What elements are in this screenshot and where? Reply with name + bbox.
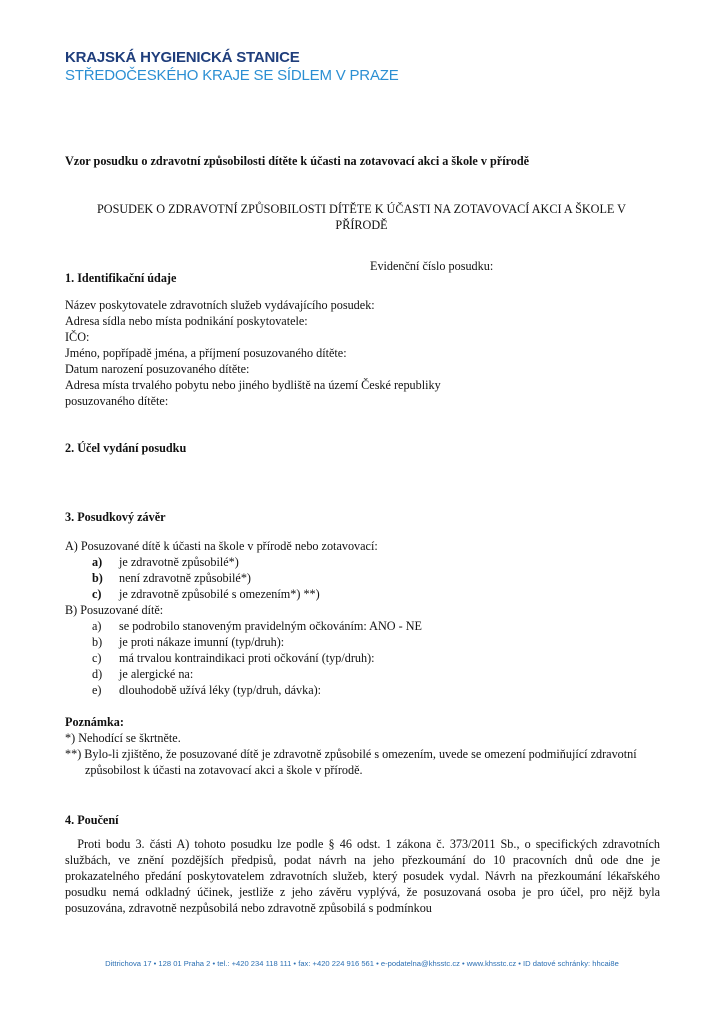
part-a-intro: A) Posuzované dítě k účasti na škole v přírodě nebo zotavovací: — [65, 539, 378, 553]
list-item: b) není zdravotně způsobilé*) — [92, 571, 251, 585]
child-name-line: Jméno, popřípadě jména, a příjmení posuzovaného dítěte: — [65, 346, 347, 360]
list-item: c) je zdravotně způsobilé s omezením*) **) — [92, 587, 320, 601]
template-title: Vzor posudku o zdravotní způsobilosti dítěte k účasti na zotavovací akci a škole v přírodě — [65, 154, 530, 168]
note-block — [65, 714, 665, 778]
list-item: b) je proti nákaze imunní (typ/druh): — [92, 635, 285, 649]
child-address-line: Adresa místa trvalého pobytu nebo jiného bydliště na území České republiky — [65, 378, 441, 392]
instruction-paragraph: Proti bodu 3. části A) tohoto posudku lze podle § 46 odst. 1 zákona č. 373/2011 Sb., o specifických zdravotních službách, ve znění pozdějších předpisů, podat návrh na jeho přezkoumání do 10 pracovních dnů ode dne je prokazatelného předání poskytovatelem zdravotních služeb, který posudek vydal. Návrh na přezkoumání lékařského posudku nemá odkladný účinek, jestliže z jeho závěru vyplývá, že posuzovaná osoba je pro účel, pro nějž byla posuzována, zdravotně nezpůsobilá nebo zdravotně způsobilá s podmínkou — [65, 837, 660, 915]
list-item: a) je zdravotně způsobilé*) — [92, 555, 239, 569]
part-b-intro: B) Posuzované dítě: — [65, 603, 164, 617]
child-birthdate-line: Datum narození posuzovaného dítěte: — [65, 362, 250, 376]
provider-address-line: Adresa sídla nebo místa podnikání poskytovatele: — [65, 314, 308, 328]
section-4-heading: 4. Poučení — [65, 813, 119, 827]
note-heading: Poznámka: — [65, 715, 124, 729]
org-name-line2: STŘEDOČESKÉHO KRAJE SE SÍDLEM V PRAZE — [65, 67, 399, 84]
section-3-heading: 3. Posudkový závěr — [65, 510, 166, 524]
provider-name-line: Název poskytovatele zdravotních služeb vydávajícího posudek: — [65, 298, 375, 312]
ico-line: IČO: — [65, 330, 90, 344]
org-name-line1: KRAJSKÁ HYGIENICKÁ STANICE — [65, 49, 300, 66]
evidence-number-label: Evidenční číslo posudku: — [370, 259, 494, 273]
part-b-list — [92, 618, 422, 698]
list-item: d) je alergické na: — [92, 667, 194, 681]
note-line: **) Bylo-li zjištěno, že posuzované dítě je zdravotně způsobilé s omezením, uvede se omezení podmiňující zdravotní — [65, 747, 637, 761]
list-item: e) dlouhodobě užívá léky (typ/druh, dávka): — [92, 683, 322, 697]
footer-contact: Dittrichova 17 • 128 01 Praha 2 • tel.: +420 234 118 111 • fax: +420 224 916 561 • e-podatelna@khsstc.cz • www.khsstc.cz • ID datové schránky: hhcai8e — [105, 959, 619, 968]
section-2-heading: 2. Účel vydání posudku — [65, 441, 187, 455]
list-item: c) má trvalou kontraindikaci proti očkování (typ/druh): — [92, 651, 375, 665]
identification-lines — [65, 297, 441, 409]
section-1-heading: 1. Identifikační údaje — [65, 271, 177, 285]
part-a-list — [92, 554, 320, 602]
list-item: a) se podrobilo stanoveným pravidelným očkováním: ANO - NE — [92, 619, 422, 633]
note-line: *) Nehodící se škrtněte. — [65, 731, 181, 745]
document-title: POSUDEK O ZDRAVOTNÍ ZPŮSOBILOSTI DÍTĚTE K ÚČASTI NA ZOTAVOVACÍ AKCI A ŠKOLE V PŘÍRODĚ — [97, 202, 626, 232]
note-line: způsobilost k účasti na zotavovací akci a škole v přírodě. — [85, 763, 363, 777]
child-address-line-cont: posuzovaného dítěte: — [65, 394, 169, 408]
